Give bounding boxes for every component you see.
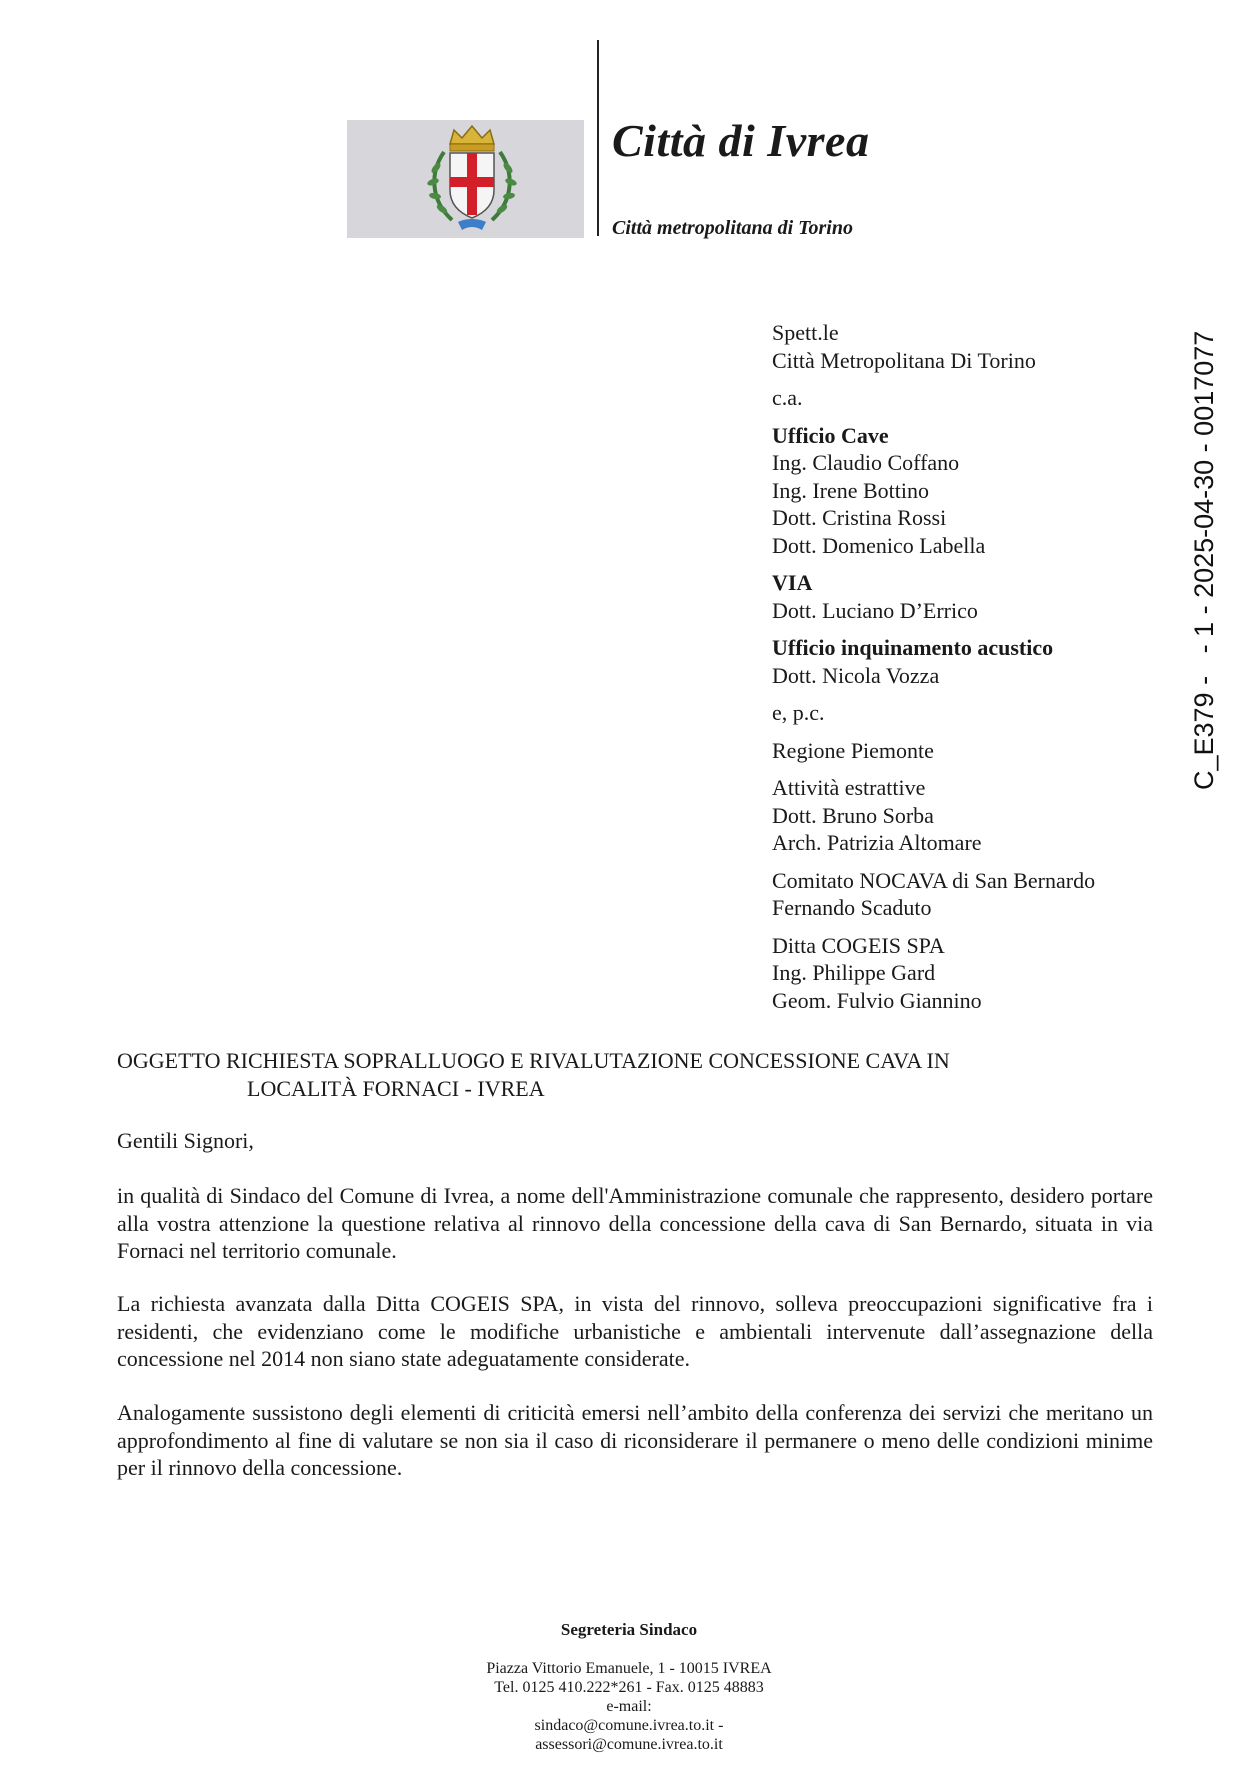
footer-email-label: e-mail:	[606, 1698, 652, 1715]
recipient-line: Dott. Cristina Rossi	[772, 505, 947, 530]
body-paragraph-3: Analogamente sussistono degli elementi di criticità emersi nell’ambito della conferenza dei servizi che meritano un approfondimento al fine di valutare se non sia il caso di riconsiderare il permanere o meno delle condizioni minime per il rinnovo della concessione.	[117, 1400, 1153, 1480]
recipient-line: Geom. Fulvio Giannino	[772, 987, 982, 1013]
footer-email-2[interactable]: assessori@comune.ivrea.to.it	[535, 1736, 723, 1753]
recipient-line: Città Metropolitana Di Torino	[772, 347, 1036, 373]
recipient-line: Arch. Patrizia Altomare	[772, 830, 982, 855]
recipient-office: VIA	[772, 570, 813, 595]
recipient-group	[772, 774, 1095, 857]
subject-line-1: OGGETTO RICHIESTA SOPRALLUOGO E RIVALUTAZIONE CONCESSIONE CAVA IN	[117, 1048, 950, 1073]
recipient-line: Ditta COGEIS SPA	[772, 932, 945, 958]
recipient-line: e, p.c.	[772, 700, 825, 725]
recipient-line: Regione Piemonte	[772, 737, 934, 763]
recipient-line: Attività estrattive	[772, 775, 926, 800]
recipient-office: Ufficio inquinamento acustico	[772, 635, 1054, 660]
recipient-line: Dott. Domenico Labella	[772, 532, 986, 558]
header-divider	[597, 40, 599, 236]
subject-line-2: LOCALITÀ FORNACI - IVREA	[247, 1076, 545, 1101]
protocol-stamp: C_E379 - - 1 - 2025-04-30 - 0017077	[1189, 330, 1219, 790]
recipient-line: Fernando Scaduto	[772, 895, 932, 920]
body-paragraph-2: La richiesta avanzata dalla Ditta COGEIS SPA, in vista del rinnovo, solleva preoccupazioni significative fra i residenti, che evidenziano come le modifiche urbanistiche e ambientali intervenute dall’assegnazione della concessione nel 2014 non siano state adeguatamente considerate.	[117, 1291, 1153, 1371]
coat-of-arms-icon	[422, 122, 522, 234]
recipient-group	[772, 867, 1095, 922]
recipient-group	[772, 634, 1095, 689]
recipient-group	[772, 737, 1095, 765]
recipient-group	[772, 422, 1095, 560]
recipient-line: Ing. Philippe Gard	[772, 960, 936, 985]
city-subtitle: Città metropolitana di Torino	[612, 217, 853, 239]
recipient-line: Ing. Claudio Coffano	[772, 450, 960, 475]
salutation: Gentili Signori,	[117, 1128, 254, 1153]
recipient-office: Ufficio Cave	[772, 422, 889, 448]
recipient-line: Dott. Nicola Vozza	[772, 662, 940, 688]
recipient-list	[772, 319, 1095, 1014]
recipient-line: Comitato NOCAVA di San Bernardo	[772, 867, 1096, 893]
recipient-group	[772, 932, 1095, 1015]
recipient-line: Ing. Irene Bottino	[772, 477, 930, 503]
recipient-line: c.a.	[772, 385, 803, 410]
subject-block	[117, 1047, 950, 1103]
recipient-line: Dott. Luciano D’Errico	[772, 597, 978, 623]
footer-phone: Tel. 0125 410.222*261 - Fax. 0125 48883	[494, 1679, 764, 1696]
city-title: Città di Ivrea	[612, 115, 870, 166]
body-paragraph-1: in qualità di Sindaco del Comune di Ivrea, a nome dell'Amministrazione comunale che rappresento, desidero portare alla vostra attenzione la questione relativa al rinnovo della concessione della cava di San Bernardo, situata in via Fornaci nel territorio comunale.	[117, 1183, 1153, 1263]
coat-of-arms-panel	[347, 120, 584, 238]
recipient-group	[772, 569, 1095, 624]
recipient-group	[772, 384, 1095, 412]
recipient-line: Spett.le	[772, 320, 839, 345]
recipient-group	[772, 319, 1095, 374]
recipient-group	[772, 699, 1095, 727]
footer-office: Segreteria Sindaco	[560, 1620, 698, 1639]
footer-email-1[interactable]: sindaco@comune.ivrea.to.it -	[534, 1717, 724, 1734]
footer-address: Piazza Vittorio Emanuele, 1 - 10015 IVREA	[486, 1660, 772, 1677]
recipient-line: Dott. Bruno Sorba	[772, 802, 934, 828]
footer	[429, 1620, 829, 1754]
